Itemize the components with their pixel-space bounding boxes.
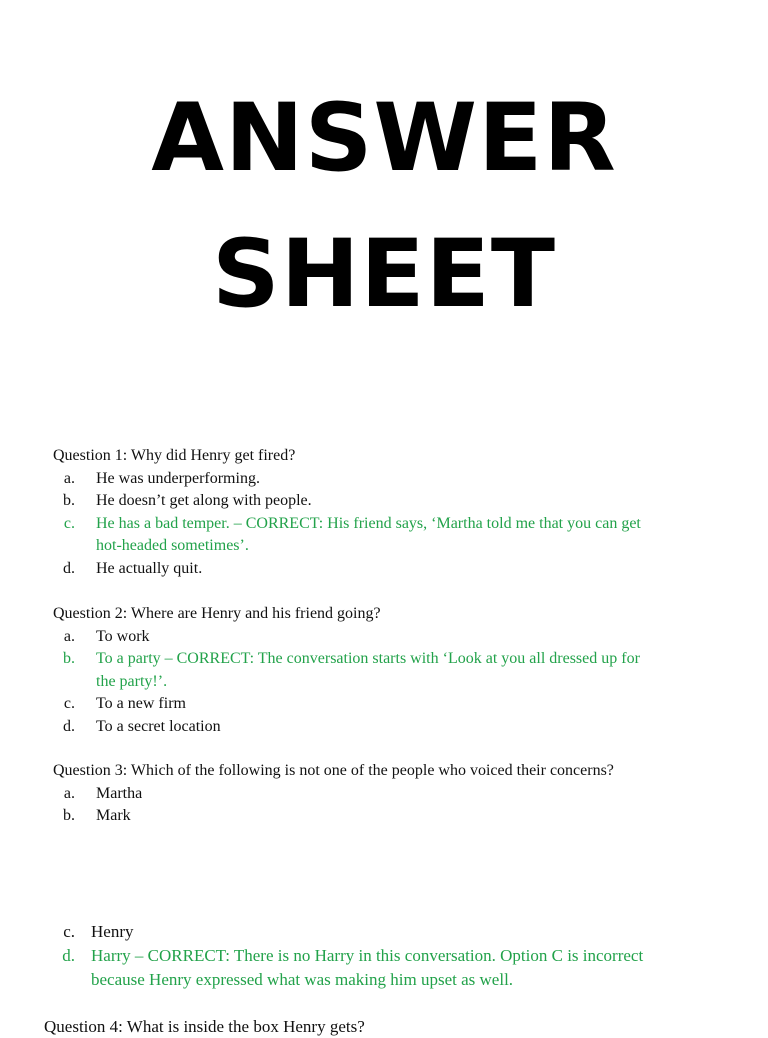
option-text: Harry – CORRECT: There is no Harry in this conversation. Option C is incorrect because Henry expressed what was making him upset as well. bbox=[91, 946, 644, 989]
option-letter: c. bbox=[63, 922, 75, 941]
question-3-continued bbox=[53, 920, 673, 992]
option-text: To a new firm bbox=[96, 695, 186, 712]
option-text: He has a bad temper. – CORRECT: His friend says, ‘Martha told me that you can get hot-headed sometimes’. bbox=[96, 514, 641, 554]
option-text: Mark bbox=[96, 807, 131, 824]
option-list bbox=[53, 920, 673, 992]
option-text: He doesn’t get along with people. bbox=[96, 492, 312, 509]
option-letter: d. bbox=[62, 946, 75, 965]
page-title-line-1: ANSWER bbox=[151, 84, 617, 193]
option-d bbox=[53, 558, 653, 581]
option-list bbox=[53, 468, 653, 581]
option-text: He actually quit. bbox=[96, 559, 203, 577]
question-2 bbox=[53, 603, 653, 738]
option-letter: b. bbox=[63, 492, 75, 509]
option-letter: b. bbox=[63, 650, 75, 667]
question-4-cut-off: Question 4: What is inside the box Henry gets? bbox=[44, 1017, 365, 1036]
option-text: To work bbox=[96, 627, 150, 645]
option-b bbox=[53, 805, 633, 828]
question-1 bbox=[53, 445, 653, 580]
option-list bbox=[53, 626, 653, 739]
option-a bbox=[53, 783, 633, 806]
option-text: To a secret location bbox=[96, 717, 221, 735]
option-letter: a. bbox=[63, 627, 75, 645]
option-letter: a. bbox=[63, 784, 75, 802]
question-text: Question 1: Why did Henry get fired? bbox=[53, 447, 296, 464]
option-b bbox=[53, 490, 653, 513]
option-d bbox=[53, 716, 653, 739]
option-letter: c. bbox=[63, 514, 75, 532]
option-letter: a. bbox=[63, 469, 75, 487]
option-letter: b. bbox=[63, 807, 75, 824]
option-d-correct bbox=[53, 944, 673, 992]
option-b-correct bbox=[53, 648, 653, 693]
option-a bbox=[53, 626, 653, 649]
question-3 bbox=[53, 760, 633, 828]
option-letter: c. bbox=[63, 695, 75, 712]
option-text: He was underperforming. bbox=[96, 469, 260, 487]
option-letter: d. bbox=[63, 717, 75, 735]
page-title-line-2: SHEET bbox=[212, 220, 556, 329]
option-text: To a party – CORRECT: The conversation starts with ‘Look at you all dressed up for the party!’. bbox=[96, 650, 640, 690]
option-c bbox=[53, 693, 653, 716]
option-a bbox=[53, 468, 653, 491]
option-text: Henry bbox=[91, 922, 134, 941]
option-text: Martha bbox=[96, 784, 143, 802]
option-list bbox=[53, 783, 633, 828]
question-text: Question 3: Which of the following is not one of the people who voiced their concerns? bbox=[53, 762, 614, 779]
question-text: Question 2: Where are Henry and his friend going? bbox=[53, 605, 381, 622]
option-c bbox=[53, 920, 673, 944]
option-c-correct bbox=[53, 513, 653, 558]
option-letter: d. bbox=[63, 559, 75, 577]
